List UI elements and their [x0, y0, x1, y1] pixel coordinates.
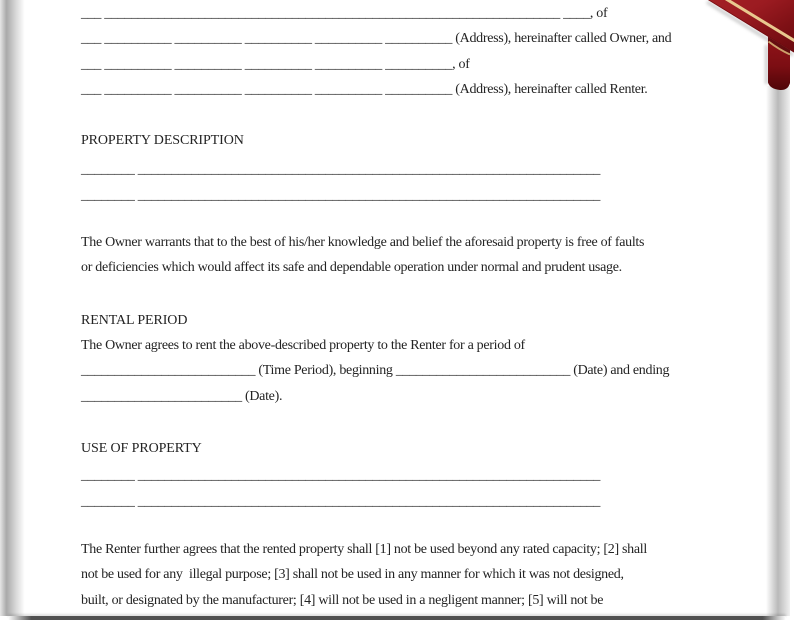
use-of-property-blank-line: ________ _____________________________________________________________________: [81, 493, 601, 509]
warranty-text-line: The Owner warrants that to the best of his/her knowledge and belief the aforesaid property is free of faults: [81, 234, 645, 250]
property-description-blank-line: ________ _____________________________________________________________________: [81, 187, 601, 203]
section-heading-use-of-property: USE OF PROPERTY: [81, 440, 202, 456]
use-terms-text-line: built, or designated by the manufacturer; [4] will not be used in a negligent manner; [5] will not be: [81, 592, 604, 608]
corner-ribbon-icon: [684, 0, 794, 96]
rental-period-end-date-line: ________________________ (Date).: [81, 388, 283, 404]
use-of-property-blank-line: ________ _____________________________________________________________________: [81, 467, 601, 483]
owner-address-blank-line: ___ __________ __________ __________ __________ __________ (Address), hereinafter called Owner, and: [81, 31, 672, 47]
rental-period-text-line: The Owner agrees to rent the above-described property to the Renter for a period of: [81, 338, 525, 354]
warranty-text-line: or deficiencies which would affect its safe and dependable operation under normal and prudent usage.: [81, 260, 622, 276]
property-description-blank-line: ________ _____________________________________________________________________: [81, 161, 601, 177]
section-heading-property-description: PROPERTY DESCRIPTION: [81, 132, 244, 148]
rental-period-paragraph: [81, 333, 794, 409]
warranty-paragraph: [81, 230, 794, 281]
use-terms-paragraph: [81, 537, 794, 613]
renter-address-blank-line: ___ __________ __________ __________ __________ __________ (Address), hereinafter called Renter.: [81, 82, 648, 98]
owner-name-blank-line: ___ ____________________________________________________________________ ____, of: [81, 6, 608, 21]
section-heading-rental-period: RENTAL PERIOD: [81, 312, 188, 328]
use-terms-text-line: The Renter further agrees that the rented property shall [1] not be used beyond any rated capacity; [2] shall: [81, 542, 647, 558]
renter-name-blank-line: ___ __________ __________ __________ __________ __________, of: [81, 56, 470, 72]
use-terms-text-line: not be used for any illegal purpose; [3] shall not be used in any manner for which it was not designed,: [81, 567, 624, 583]
rental-period-time-date-line: __________________________ (Time Period), beginning __________________________ (Date) and ending: [81, 363, 670, 379]
